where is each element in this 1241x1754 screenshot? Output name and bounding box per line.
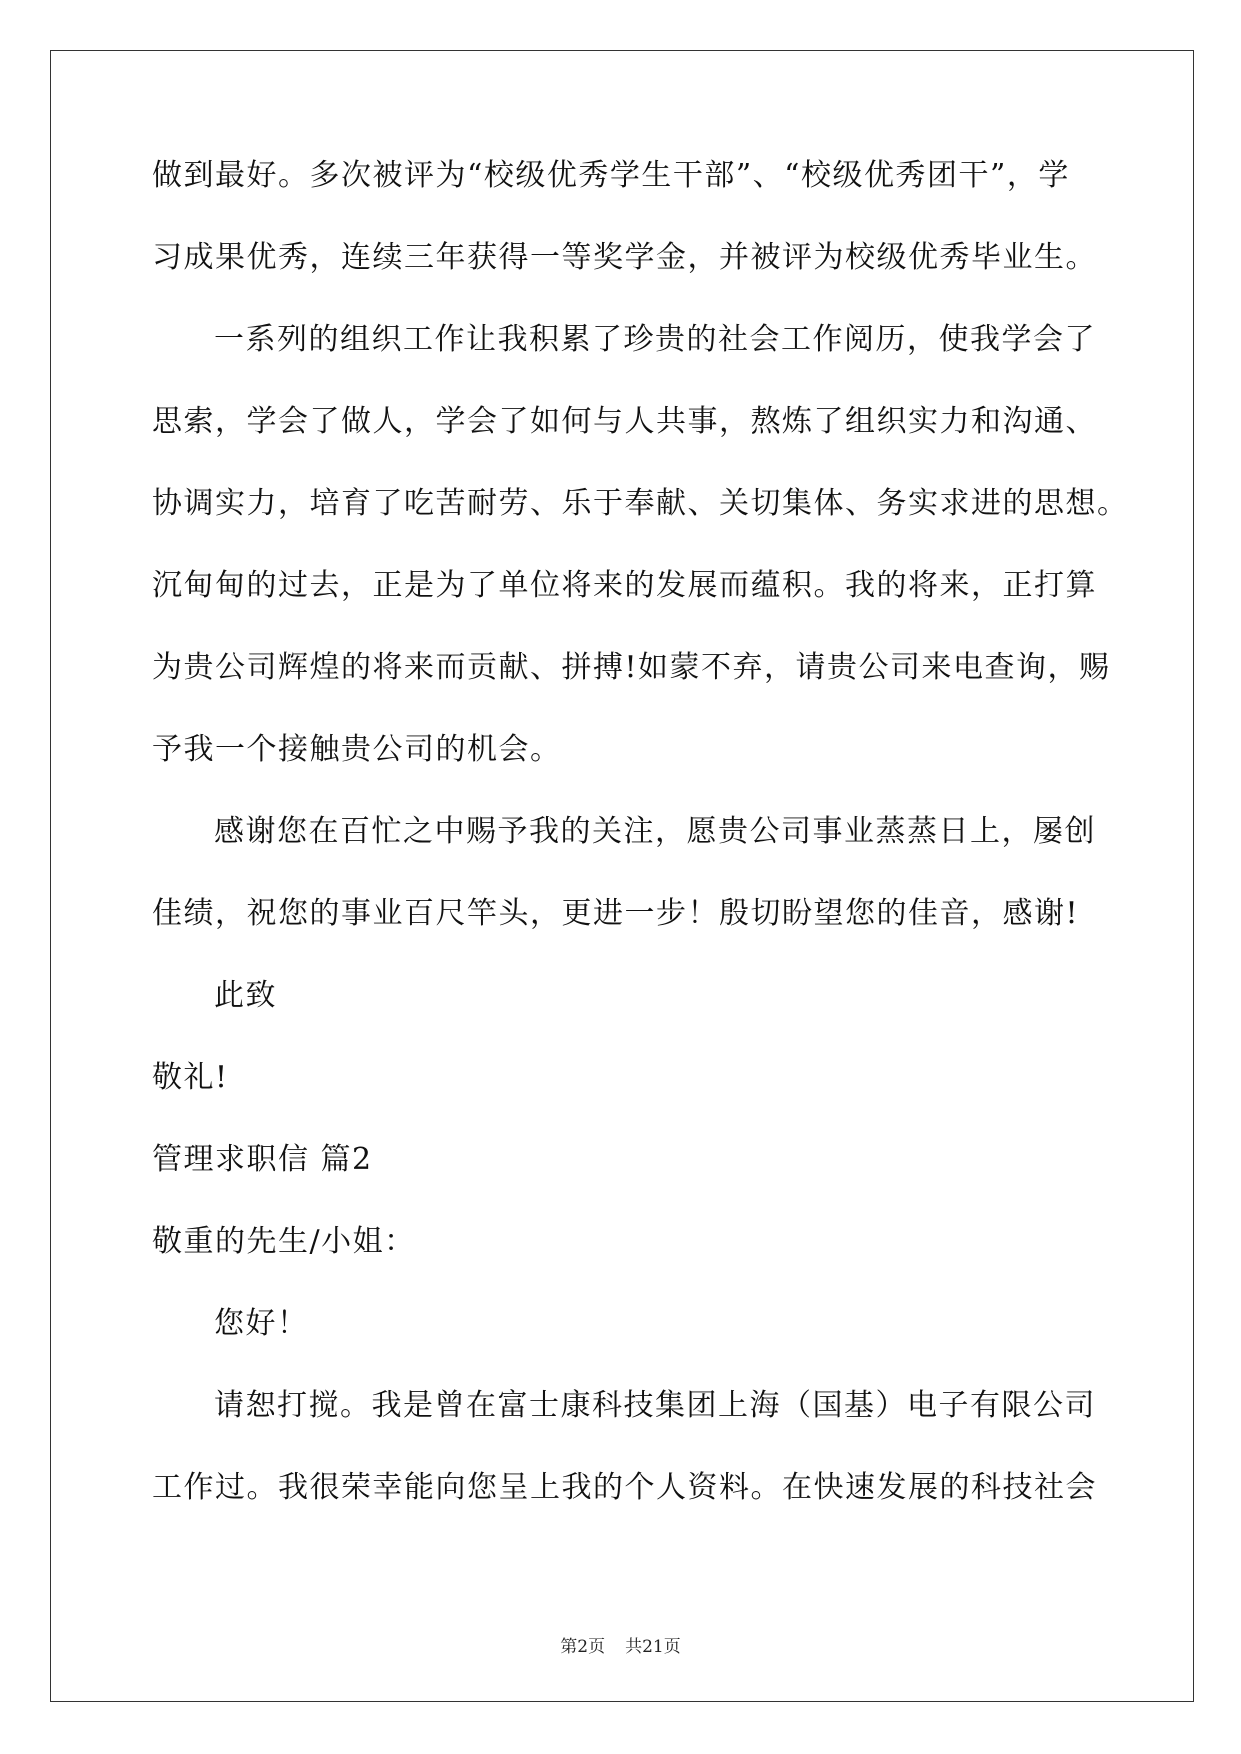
- page-footer: [0, 1636, 1241, 1658]
- document-body: [152, 155, 1129, 1549]
- text-line-16: 请恕打搅。我是曾在富士康科技集团上海（国基）电子有限公司: [214, 1388, 1096, 1423]
- text-line-7: 为贵公司辉煌的将来而贡献、拼搏!如蒙不弃，请贵公司来电查询，赐: [152, 650, 1111, 685]
- text-line-8: 予我一个接触贵公司的机会。: [152, 732, 562, 767]
- section-heading: 管理求职信 篇2: [152, 1142, 373, 1177]
- text-line-2: 习成果优秀，连续三年获得一等奖学金，并被评为校级优秀毕业生。: [152, 240, 1097, 275]
- text-line-10: 佳绩，祝您的事业百尺竿头，更进一步！殷切盼望您的佳音，感谢!: [152, 896, 1080, 931]
- salutation-closing: 此致: [214, 978, 277, 1013]
- salutation-regards: 敬礼!: [152, 1060, 229, 1095]
- text-line-17: 工作过。我很荣幸能向您呈上我的个人资料。在快速发展的科技社会: [152, 1470, 1097, 1505]
- text-line-4: 思索，学会了做人，学会了如何与人共事，熬炼了组织实力和沟通、: [152, 404, 1097, 439]
- text-line-5: 协调实力，培育了吃苦耐劳、乐于奉献、关切集体、务实求进的思想。: [152, 486, 1129, 521]
- page-number: 第2页: [560, 1637, 606, 1657]
- letter-hello: 您好！: [214, 1306, 309, 1341]
- letter-greeting: 敬重的先生/小姐：: [152, 1224, 416, 1259]
- page-total: 共21页: [625, 1637, 681, 1657]
- text-line-9: 感谢您在百忙之中赐予我的关注，愿贵公司事业蒸蒸日上，屡创: [214, 814, 1096, 849]
- text-line-3: 一系列的组织工作让我积累了珍贵的社会工作阅历，使我学会了: [214, 322, 1096, 357]
- text-line-1: 做到最好。多次被评为“校级优秀学生干部”、“校级优秀团干”，学: [152, 158, 1070, 193]
- text-line-6: 沉甸甸的过去，正是为了单位将来的发展而蕴积。我的将来，正打算: [152, 568, 1097, 603]
